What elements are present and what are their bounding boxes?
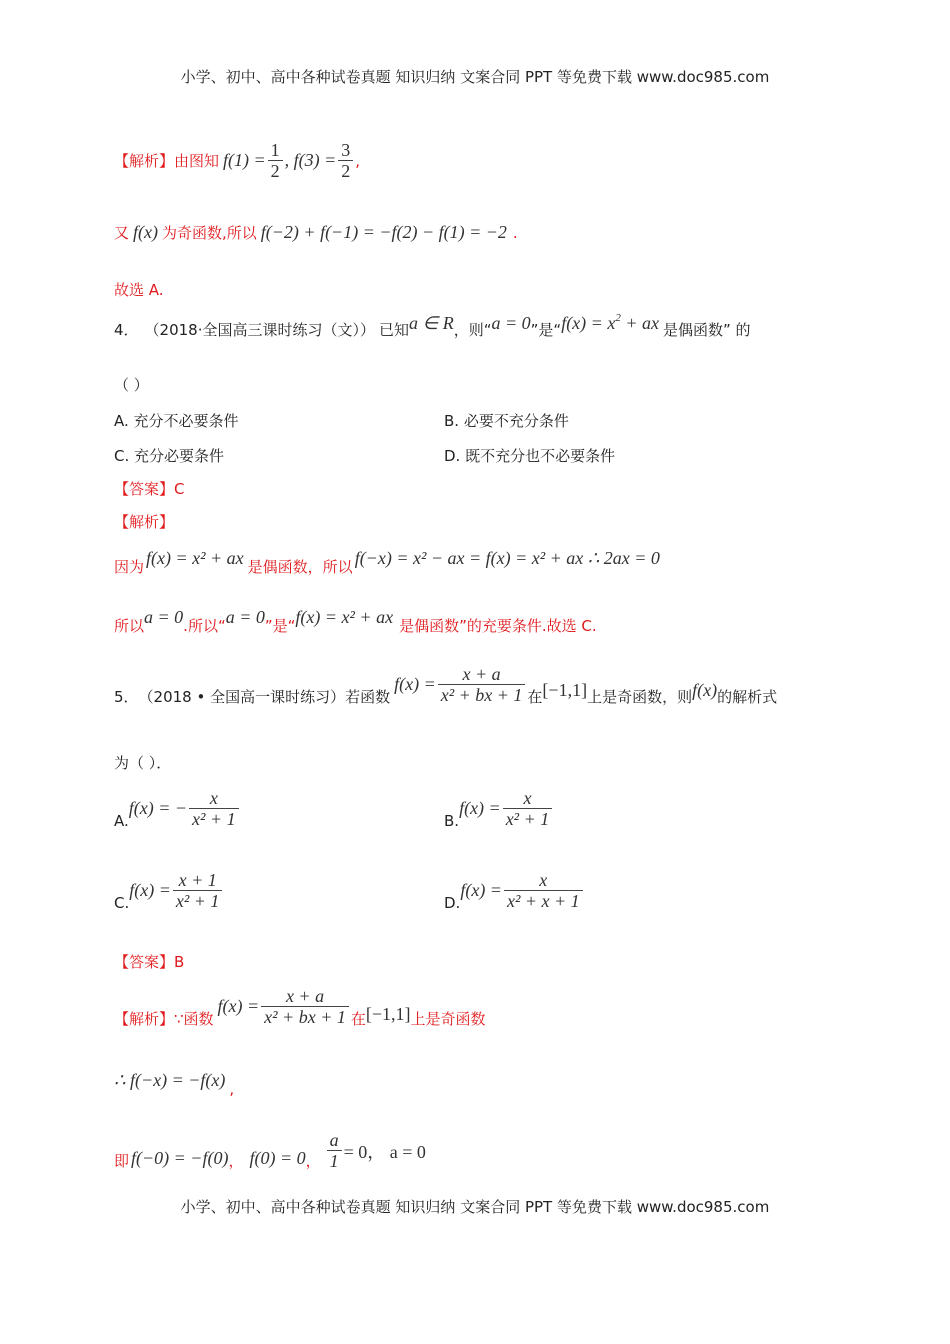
question-5-stem: 5． （2018 • 全国高一课时练习）若函数 f(x) = $\frac{x + a}{\text{x² + bx + 1}}$ 在 [−1,1] 上是奇函数，则 f(x) 的解析式 bbox=[114, 664, 778, 706]
prev-solution-choice: 故选 A. bbox=[114, 281, 164, 299]
q5-option-b: B. f(x) = $\frac{x}{\text{x² + 1}}$ bbox=[444, 788, 554, 829]
question-4-stem: 4． （2018·全国高三课时练习（文）） 已知 a ∈ R ，则“ a = 0 ”是“ $f(x) = x^2$ + ax 是偶函数” 的 bbox=[114, 312, 751, 339]
q5-analysis-line3: 即 f(−0) = −f(0) ， f(0) = 0 ， $\frac{a}{1}$ = 0， a = 0 bbox=[114, 1130, 426, 1171]
q5-answer: 【答案】B bbox=[114, 953, 185, 971]
q5-analysis-line1: 【解析】∵函数 f(x) = $\frac{x + a}{\text{x² + bx + 1}}$ 在 [−1,1] 上是奇函数 bbox=[114, 986, 486, 1028]
q5-option-c: C. f(x) = $\frac{x + 1}{\text{x² + 1}}$ bbox=[114, 870, 224, 911]
fraction-three-halves: $\frac{3}{2}$ bbox=[338, 140, 353, 181]
prev-solution-line2: 又 f(x) 为奇函数,所以 f(−2) + f(−1) = −f(2) − f(1) = −2 . bbox=[114, 222, 518, 242]
q4-solution-line2: 所以 a = 0 .所以“ a = 0 ”是“ f(x) = x² + ax 是偶函数”的充要条件.故选 C. bbox=[114, 607, 597, 635]
q4-option-c: C. 充分必要条件 bbox=[114, 447, 225, 465]
question-4-paren: （ ） bbox=[114, 376, 149, 394]
q4-answer: 【答案】C bbox=[114, 480, 185, 498]
math-f1: f(1) = bbox=[223, 150, 266, 170]
page-header: 小学、初中、高中各种试卷真题 知识归纳 文案合同 PPT 等免费下载 www.doc985.com bbox=[180, 68, 770, 86]
q5-analysis-line2: ∴ f(−x) = −f(x) , bbox=[114, 1070, 235, 1098]
q5-fraction: $\frac{x + a}{\text{x² + bx + 1}}$ bbox=[438, 664, 526, 705]
q5-option-a: A. f(x) = − $\frac{x}{\text{x² + 1}}$ bbox=[114, 788, 241, 829]
prev-solution-line1: 【解析】由图知 f(1) = $\frac{1}{2}$ , f(3) = $\frac{3}{2}$ , bbox=[114, 140, 361, 181]
analysis-label: 【解析】由图知 bbox=[114, 152, 220, 170]
q4-option-a: A. 充分不必要条件 bbox=[114, 412, 239, 430]
math-f3: , f(3) = bbox=[284, 150, 337, 170]
q4-analysis-label: 【解析】 bbox=[114, 513, 175, 531]
q5-option-d: D. f(x) = $\frac{x}{\text{x² + x + 1}}$ bbox=[444, 870, 585, 911]
q4-option-d: D. 既不充分也不必要条件 bbox=[444, 447, 616, 465]
fraction-half: $\frac{1}{2}$ bbox=[268, 140, 283, 181]
q4-option-b: B. 必要不充分条件 bbox=[444, 412, 569, 430]
q4-solution-line1: 因为 f(x) = x² + ax 是偶函数，所以 f(−x) = x² − ax = f(x) = x² + ax ∴ 2ax = 0 bbox=[114, 548, 660, 576]
page-footer: 小学、初中、高中各种试卷真题 知识归纳 文案合同 PPT 等免费下载 www.doc985.com bbox=[180, 1198, 770, 1216]
question-5-paren: 为（ ）． bbox=[114, 754, 172, 772]
